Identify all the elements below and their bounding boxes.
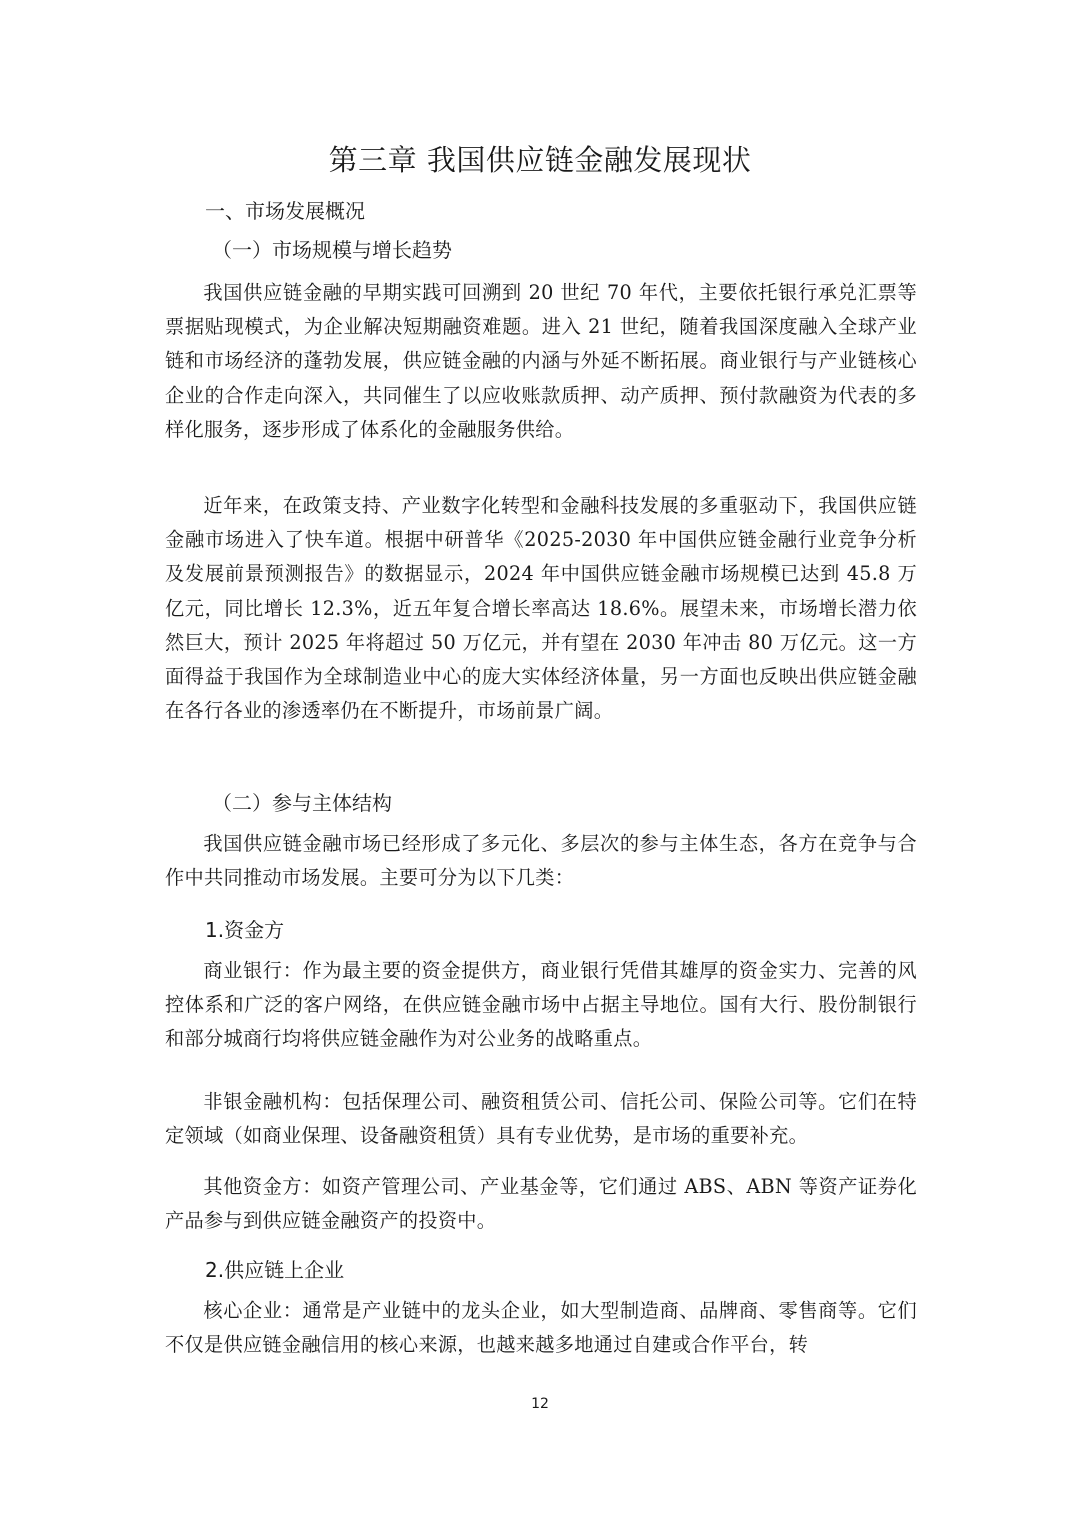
subsection-heading-market-size: （一）市场规模与增长趋势 [212, 238, 452, 262]
item-heading-supply-chain-enterprises: 2.供应链上企业 [205, 1258, 345, 1282]
item-heading-funders: 1.资金方 [205, 918, 285, 942]
paragraph-non-bank-institutions: 非银金融机构：包括保理公司、融资租赁公司、信托公司、保险公司等。它们在特定领域（如商业保理、设备融资租赁）具有专业优势，是市场的重要补充。 [165, 1090, 917, 1148]
paragraph-commercial-banks: 商业银行：作为最主要的资金提供方，商业银行凭借其雄厚的资金实力、完善的风控体系和广泛的客户网络，在供应链金融市场中占据主导地位。国有大行、股份制银行和部分城商行均将供应链金融作为对公业务的战略重点。 [165, 959, 917, 1051]
paragraph-recent-growth: 近年来，在政策支持、产业数字化转型和金融科技发展的多重驱动下，我国供应链金融市场进入了快车道。根据中研普华《2025-2030 年中国供应链金融行业竞争分析及发展前景预测报告》的数据显示，2024 年中国供应链金融市场规模已达到 45.8 万亿元，同比增长 12.3%，近五年复合增长率高达 18.6%。展望未来，市场增长潜力依然巨大，预计 2025 年将超过 50 万亿元，并有望在 2030 年冲击 80 万亿元。这一方面得益于我国作为全球制造业中心的庞大实体经济体量，另一方面也反映出供应链金融在各行各业的渗透率仍在不断提升，市场前景广阔。 [165, 494, 917, 723]
paragraph-core-enterprises: 核心企业：通常是产业链中的龙头企业，如大型制造商、品牌商、零售商等。它们不仅是供应链金融信用的核心来源，也越来越多地通过自建或合作平台，转 [165, 1299, 917, 1357]
section-heading-market-overview: 一、市场发展概况 [205, 199, 365, 223]
paragraph-early-practice: 我国供应链金融的早期实践可回溯到 20 世纪 70 年代，主要依托银行承兑汇票等票据贴现模式，为企业解决短期融资难题。进入 21 世纪，随着我国深度融入全球产业链和市场经济的蓬勃发展，供应链金融的内涵与外延不断拓展。商业银行与产业链核心企业的合作走向深入，共同催生了以应收账款质押、动产质押、预付款融资为代表的多样化服务，逐步形成了体系化的金融服务供给。 [165, 281, 917, 441]
subsection-heading-participants: （二）参与主体结构 [212, 791, 392, 815]
page-number: 12 [531, 1396, 549, 1412]
chapter-title: 第三章 我国供应链金融发展现状 [328, 143, 752, 177]
paragraph-participant-ecosystem: 我国供应链金融市场已经形成了多元化、多层次的参与主体生态，各方在竞争与合作中共同推动市场发展。主要可分为以下几类： [165, 832, 917, 890]
paragraph-other-funders: 其他资金方：如资产管理公司、产业基金等，它们通过 ABS、ABN 等资产证券化产品参与到供应链金融资产的投资中。 [165, 1175, 917, 1233]
